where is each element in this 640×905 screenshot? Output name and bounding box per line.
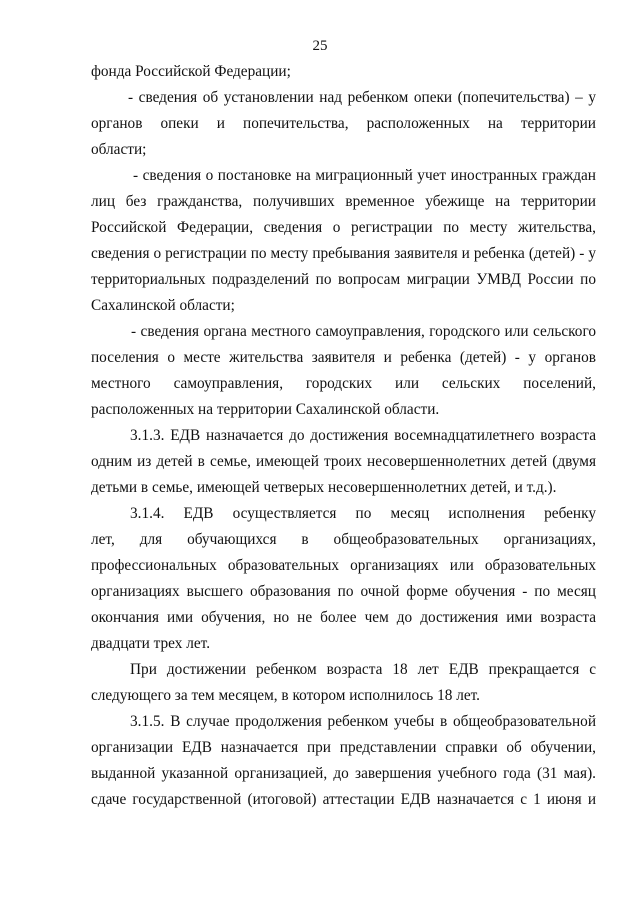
text-line: выданной указанной организацией, до завершения учебного года (31 мая).: [91, 765, 596, 782]
text-line: органов опеки и попечительства, расположенных на территории: [91, 115, 596, 132]
text-line: Сахалинской области;: [91, 297, 235, 314]
text-line: Российской Федерации, сведения о регистрации по месту жительства,: [91, 219, 596, 236]
text-line: сдаче государственной (итоговой) аттестации ЕДВ назначается с 1 июня и: [91, 791, 596, 808]
text-line: области;: [91, 141, 147, 158]
text-line: одним из детей в семье, имеющей троих несовершеннолетних детей (двумя: [91, 453, 596, 470]
text-line: лиц без гражданства, получивших временное убежище на территории: [91, 193, 596, 210]
text-line: профессиональных образовательных организациях или образовательных: [91, 557, 596, 574]
text-line: лет, для обучающихся в общеобразовательных организациях,: [91, 531, 596, 548]
text-line: сведения о регистрации по месту пребывания заявителя и ребенка (детей) - у: [91, 245, 596, 262]
page-number: 25: [312, 38, 328, 54]
text-line: 3.1.5. В случае продолжения ребенком учебы в общеобразовательной: [130, 713, 596, 730]
text-line: следующего за тем месяцем, в котором исполнилось 18 лет.: [91, 687, 480, 704]
text-line: 3.1.3. ЕДВ назначается до достижения восемнадцатилетнего возраста: [130, 427, 596, 444]
text-line: окончания ими обучения, но не более чем до достижения ими возраста: [91, 609, 596, 626]
text-line: детьми в семье, имеющей четверых несовершеннолетних детей, и т.д.).: [91, 479, 557, 496]
text-line: расположенных на территории Сахалинской области.: [91, 401, 440, 418]
text-line: - сведения о постановке на миграционный учет иностранных граждан: [133, 167, 596, 184]
text-line: территориальных подразделений по вопросам миграции УМВД России по: [91, 271, 596, 288]
text-line: поселения о месте жительства заявителя и ребенка (детей) - у органов: [91, 349, 596, 366]
text-line: - сведения об установлении над ребенком опеки (попечительства) – у: [128, 89, 596, 106]
text-line: фонда Российской Федерации;: [91, 63, 291, 80]
text-line: местного самоуправления, городских или сельских поселений,: [91, 375, 596, 392]
text-line: При достижении ребенком возраста 18 лет ЕДВ прекращается с: [130, 661, 596, 678]
text-line: - сведения органа местного самоуправления, городского или сельского: [131, 323, 596, 340]
text-line: двадцати трех лет.: [91, 635, 211, 652]
text-line: организациях высшего образования по очной форме обучения - по месяц: [91, 583, 596, 600]
text-line: 3.1.4. ЕДВ осуществляется по месяц исполнения ребенку: [130, 505, 596, 522]
text-line: организации ЕДВ назначается при представлении справки об обучении,: [91, 739, 596, 756]
